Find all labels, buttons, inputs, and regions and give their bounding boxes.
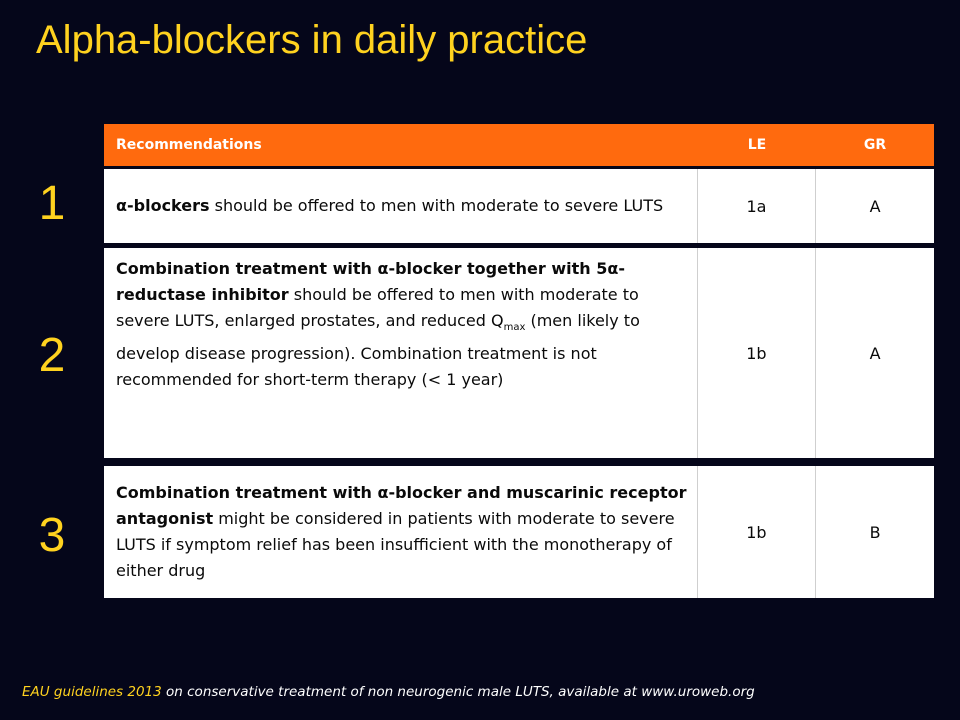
recommendation-text-3: [104, 466, 697, 598]
header-le: LE: [747, 137, 767, 153]
recommendation-plain-2a: should be offered to men with moderate to severe LUTS, enlarged prostates, and reduced: [116, 285, 639, 330]
gr-cell-1: A: [815, 169, 934, 243]
recommendation-bold-2: Combination treatment with α-blocker together with 5α-reductase inhibitor: [116, 259, 625, 304]
footer-rest: on conservative treatment of non neurogenic male LUTS, available at www.uroweb.org: [161, 684, 755, 700]
row-number-1: 1: [38, 177, 66, 230]
table-header: [104, 124, 934, 166]
recommendation-plain-1: should be offered to men with moderate to severe LUTS: [209, 196, 664, 215]
row-number-3: 3: [38, 509, 66, 562]
qmax-subscript: max: [503, 322, 526, 334]
recommendation-row-1: [104, 169, 934, 243]
gr-cell-2: A: [815, 248, 934, 458]
recommendation-text-1: [104, 169, 697, 243]
le-cell-3: 1b: [697, 466, 816, 598]
slide-title: Alpha-blockers in daily practice: [36, 18, 588, 62]
recommendation-bold-1: α-blockers: [116, 196, 210, 215]
qmax-symbol: Q: [491, 311, 504, 330]
recommendation-row-2: [104, 248, 934, 458]
recommendation-bold-3: Combination treatment with α-blocker and muscarinic receptor antagonist: [116, 483, 687, 528]
le-cell-2: 1b: [697, 248, 816, 458]
header-gr: GR: [863, 137, 887, 153]
row-number-2: 2: [38, 329, 66, 382]
recommendation-text-2: [104, 248, 697, 458]
footer-highlight: EAU guidelines 2013: [22, 684, 162, 700]
recommendation-row-3: [104, 466, 934, 598]
le-cell-1: 1a: [697, 169, 816, 243]
recommendation-plain-3: might be considered in patients with moderate to severe LUTS if symptom relief has been insufficient with the monotherapy of either drug: [116, 509, 675, 580]
header-recommendations: Recommendations: [116, 137, 262, 153]
footer-citation: [22, 684, 755, 700]
gr-cell-3: B: [815, 466, 934, 598]
recommendation-plain-2b: (men likely to develop disease progression). Combination treatment is not recommended for short-term therapy (< 1 year): [116, 311, 640, 390]
